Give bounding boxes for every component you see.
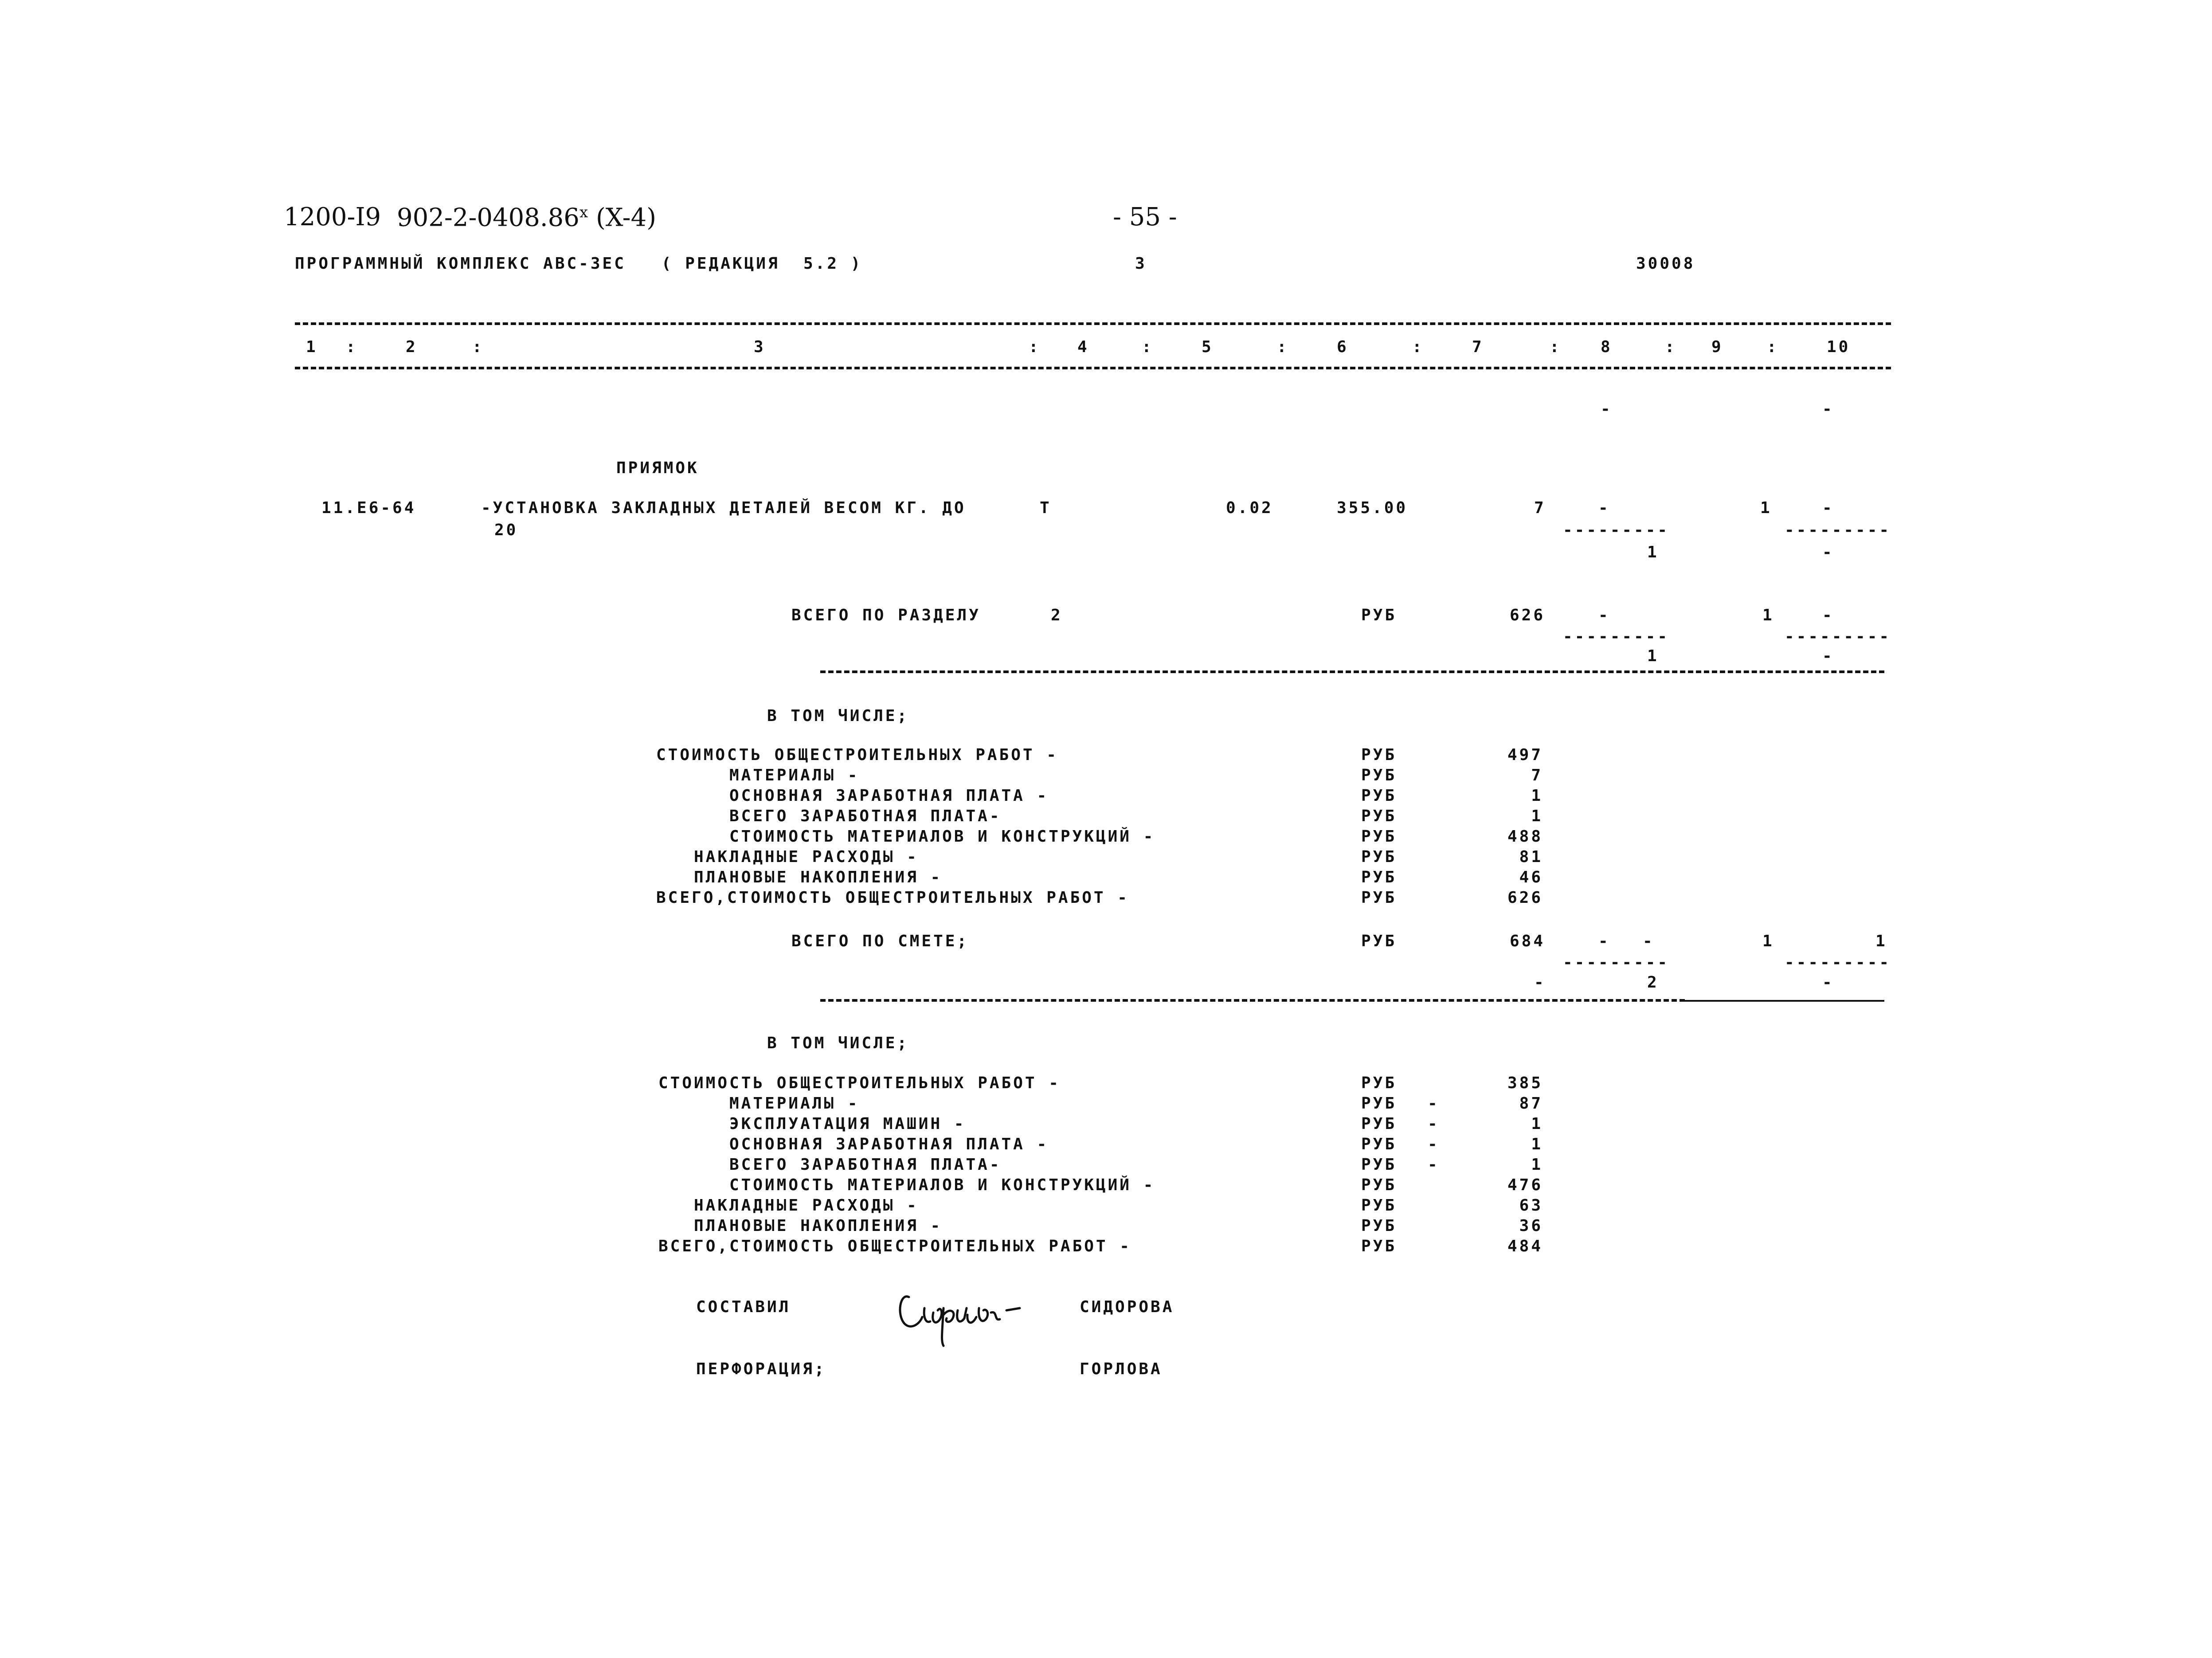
estimate-divider <box>820 999 1685 1002</box>
dash-mark: - <box>1428 1115 1440 1133</box>
header-rule-bottom <box>295 367 1891 369</box>
dash-rule-text: --------- <box>1563 521 1670 539</box>
dash-mark: - <box>1598 606 1610 624</box>
column-separator: : <box>1412 338 1424 356</box>
breakdown-label: СТОИМОСТЬ МАТЕРИАЛОВ И КОНСТРУКЦИЙ - <box>729 1176 1155 1194</box>
dash-mark: - <box>1822 543 1834 561</box>
program-line: ПРОГРАММНЫЙ КОМПЛЕКС АВС-ЗЕС ( РЕДАКЦИЯ 5.2 ) <box>295 255 863 273</box>
breakdown-label: ПЛАНОВЫЕ НАКОПЛЕНИЯ - <box>694 1217 943 1235</box>
column-separator: : <box>1665 338 1677 356</box>
breakdown-unit: РУБ <box>1361 827 1397 846</box>
breakdown-label: СТОИМОСТЬ МАТЕРИАЛОВ И КОНСТРУКЦИЙ - <box>729 827 1155 846</box>
item-col9: 1 <box>1760 499 1772 517</box>
section-number: 2 <box>1051 606 1063 624</box>
breakdown-value: 497 <box>1507 746 1543 764</box>
breakdown-label: МАТЕРИАЛЫ - <box>729 1094 860 1113</box>
including-label: В ТОМ ЧИСЛЕ; <box>767 707 909 725</box>
column-separator: : <box>346 338 358 356</box>
dash-mark: - <box>1534 973 1546 992</box>
dash-mark: - <box>1822 606 1834 624</box>
breakdown-label: ПЛАНОВЫЕ НАКОПЛЕНИЯ - <box>694 868 943 886</box>
section-total-col8-lower: 1 <box>1647 647 1659 665</box>
dash-mark: - <box>1598 932 1610 950</box>
breakdown-label: ВСЕГО,СТОИМОСТЬ ОБЩЕСТРОИТЕЛЬНЫХ РАБОТ - <box>656 889 1129 907</box>
dash-rule-text: --------- <box>1563 627 1670 646</box>
column-number: 7 <box>1472 338 1484 356</box>
dash-mark: - <box>1822 647 1834 665</box>
item-quantity: 0.02 <box>1226 499 1273 517</box>
column-number: 6 <box>1337 338 1349 356</box>
breakdown-value: 36 <box>1519 1217 1543 1235</box>
estimate-divider-solid <box>1685 1000 1884 1002</box>
breakdown-value: 1 <box>1531 1135 1543 1153</box>
breakdown-value: 1 <box>1531 1115 1543 1133</box>
section-total-label: ВСЕГО ПО РАЗДЕЛУ <box>791 606 981 624</box>
column-separator: : <box>1767 338 1779 356</box>
breakdown-unit: РУБ <box>1361 766 1397 784</box>
item-description-cont: 20 <box>494 521 518 539</box>
breakdown-unit: РУБ <box>1361 868 1397 886</box>
signature-image <box>891 1266 1051 1350</box>
column-separator: : <box>1277 338 1289 356</box>
item-total: 7 <box>1534 499 1546 517</box>
breakdown-unit: РУБ <box>1361 889 1397 907</box>
breakdown-label: МАТЕРИАЛЫ - <box>729 766 860 784</box>
section-total-col9: 1 <box>1762 606 1774 624</box>
dash-mark: - <box>1428 1156 1440 1174</box>
breakdown-value: 488 <box>1507 827 1543 846</box>
breakdown-unit: РУБ <box>1361 1135 1397 1153</box>
column-number: 2 <box>406 338 418 356</box>
column-number: 8 <box>1601 338 1613 356</box>
dash-mark: - <box>1822 973 1834 992</box>
breakdown-unit: РУБ <box>1361 1156 1397 1174</box>
breakdown-label: СТОИМОСТЬ ОБЩЕСТРОИТЕЛЬНЫХ РАБОТ - <box>656 746 1058 764</box>
section-title: ПРИЯМОК <box>616 459 699 477</box>
dash-mark: - <box>1822 400 1834 418</box>
breakdown-label: ВСЕГО,СТОИМОСТЬ ОБЩЕСТРОИТЕЛЬНЫХ РАБОТ - <box>658 1237 1131 1255</box>
breakdown-label: СТОИМОСТЬ ОБЩЕСТРОИТЕЛЬНЫХ РАБОТ - <box>658 1074 1061 1092</box>
section-total-unit: РУБ <box>1361 606 1397 624</box>
item-description: -УСТАНОВКА ЗАКЛАДНЫХ ДЕТАЛЕЙ ВЕСОМ КГ. ДО <box>481 499 966 517</box>
project-number <box>397 205 656 231</box>
column-separator: : <box>1550 338 1562 356</box>
column-separator: : <box>472 338 484 356</box>
breakdown-value: 476 <box>1507 1176 1543 1194</box>
estimate-total-col10: 1 <box>1875 932 1887 950</box>
project-number-suffix: (X-4) <box>595 203 657 232</box>
breakdown-unit: РУБ <box>1361 1094 1397 1113</box>
section-total-value: 626 <box>1510 606 1546 624</box>
breakdown-label: ОСНОВНАЯ ЗАРАБОТНАЯ ПЛАТА - <box>729 787 1049 805</box>
breakdown-value: 484 <box>1507 1237 1543 1255</box>
estimate-total-value: 684 <box>1510 932 1546 950</box>
breakdown-unit: РУБ <box>1361 848 1397 866</box>
sheet-number: 3 <box>1135 255 1147 273</box>
estimate-total-unit: РУБ <box>1361 932 1397 950</box>
item-col8-lower: 1 <box>1647 543 1659 561</box>
breakdown-unit: РУБ <box>1361 746 1397 764</box>
breakdown-value: 1 <box>1531 787 1543 805</box>
item-unit: Т <box>1040 499 1052 517</box>
breakdown-unit: РУБ <box>1361 1115 1397 1133</box>
header-rule-top <box>295 322 1891 325</box>
breakdown-unit: РУБ <box>1361 787 1397 805</box>
breakdown-value: 1 <box>1531 1156 1543 1174</box>
breakdown-value: 46 <box>1519 868 1543 886</box>
breakdown-value: 81 <box>1519 848 1543 866</box>
breakdown-value: 87 <box>1519 1094 1543 1113</box>
column-number: 4 <box>1077 338 1089 356</box>
estimate-total-label: ВСЕГО ПО СМЕТЕ; <box>791 932 969 950</box>
breakdown-value: 63 <box>1519 1196 1543 1215</box>
compiled-by-label: СОСТАВИЛ <box>696 1298 791 1316</box>
dash-rule-text: --------- <box>1785 521 1891 539</box>
column-number: 9 <box>1711 338 1723 356</box>
estimate-total-col9: 1 <box>1762 932 1774 950</box>
document-code: 1200-I9 <box>284 203 381 231</box>
estimate-code: 30008 <box>1636 255 1695 273</box>
including-label: В ТОМ ЧИСЛЕ; <box>767 1034 909 1052</box>
dash-rule-text: --------- <box>1785 953 1891 972</box>
breakdown-label: НАКЛАДНЫЕ РАСХОДЫ - <box>694 1196 919 1215</box>
project-number-superscript: x <box>579 204 588 221</box>
compiled-by-name: СИДОРОВА <box>1080 1298 1175 1316</box>
breakdown-label: НАКЛАДНЫЕ РАСХОДЫ - <box>694 848 919 866</box>
column-number: 1 <box>306 338 318 356</box>
breakdown-unit: РУБ <box>1361 1196 1397 1215</box>
dash-mark: - <box>1428 1135 1440 1153</box>
estimate-total-col8-lower: 2 <box>1647 973 1659 992</box>
breakdown-label: ВСЕГО ЗАРАБОТНАЯ ПЛАТА- <box>729 807 1002 825</box>
dash-mark: - <box>1643 932 1655 950</box>
breakdown-label: ВСЕГО ЗАРАБОТНАЯ ПЛАТА- <box>729 1156 1002 1174</box>
punch-name: ГОРЛОВА <box>1080 1360 1163 1378</box>
breakdown-unit: РУБ <box>1361 807 1397 825</box>
breakdown-value: 1 <box>1531 807 1543 825</box>
column-number: 5 <box>1202 338 1214 356</box>
breakdown-label: ЭКСПЛУАТАЦИЯ МАШИН - <box>729 1115 966 1133</box>
breakdown-value: 385 <box>1507 1074 1543 1092</box>
item-code: 11.Е6-64 <box>321 499 416 517</box>
dash-mark: - <box>1601 400 1613 418</box>
project-number-main: 902-2-0408.86 <box>397 203 579 232</box>
dash-mark: - <box>1822 499 1834 517</box>
breakdown-unit: РУБ <box>1361 1237 1397 1255</box>
dash-mark: - <box>1598 499 1610 517</box>
breakdown-unit: РУБ <box>1361 1217 1397 1235</box>
breakdown-unit: РУБ <box>1361 1176 1397 1194</box>
column-number: 10 <box>1827 338 1851 356</box>
dash-mark: - <box>1428 1094 1440 1113</box>
breakdown-unit: РУБ <box>1361 1074 1397 1092</box>
breakdown-label: ОСНОВНАЯ ЗАРАБОТНАЯ ПЛАТА - <box>729 1135 1049 1153</box>
section-divider <box>820 670 1884 673</box>
column-number: 3 <box>754 338 766 356</box>
dash-rule-text: --------- <box>1785 627 1891 646</box>
item-unit-price: 355.00 <box>1337 499 1408 517</box>
breakdown-value: 626 <box>1507 889 1543 907</box>
dash-rule-text: --------- <box>1563 953 1670 972</box>
column-separator: : <box>1029 338 1041 356</box>
page-number: - 55 - <box>1113 203 1177 231</box>
breakdown-value: 7 <box>1531 766 1543 784</box>
column-separator: : <box>1142 338 1154 356</box>
punch-label: ПЕРФОРАЦИЯ; <box>696 1360 826 1378</box>
